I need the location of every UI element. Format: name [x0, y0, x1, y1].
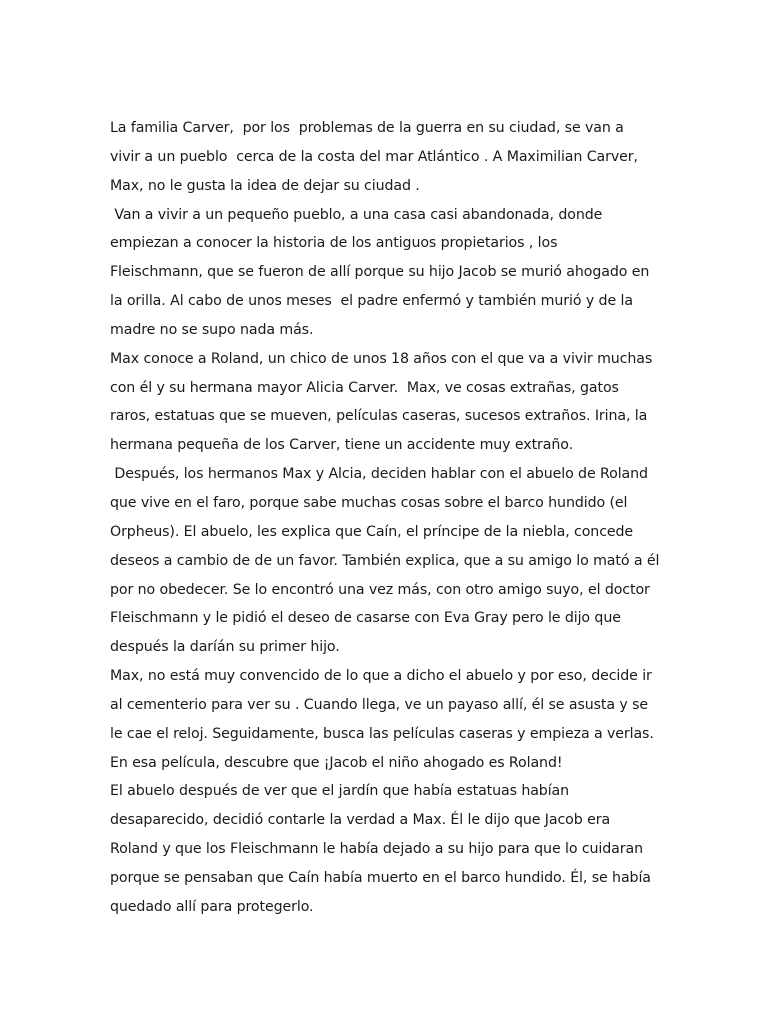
text-line: deseos a cambio de de un favor. También explica, que a su amigo lo mató a él: [110, 552, 660, 569]
text-line: empiezan a conocer la historia de los antiguos propietarios , los: [110, 235, 558, 252]
text-line: Max, no está muy convencido de lo que a dicho el abuelo y por eso, decide ir: [110, 668, 652, 685]
text-line: La familia Carver, por los problemas de la guerra en su ciudad, se van a: [110, 120, 624, 136]
text-line: le cae el reloj. Seguidamente, busca las películas caseras y empieza a verlas.: [110, 725, 654, 742]
text-line: madre no se supo nada más.: [110, 321, 314, 338]
text-line: por no obedecer. Se lo encontró una vez más, con otro amigo suyo, el doctor: [110, 581, 650, 598]
document-body: [110, 114, 670, 922]
text-line: vivir a un pueblo cerca de la costa del mar Atlántico . A Maximilian Carver,: [110, 148, 638, 165]
text-line: Van a vivir a un pequeño pueblo, a una casa casi abandonada, donde: [110, 206, 603, 223]
text-line: con él y su hermana mayor Alicia Carver. Max, ve cosas extrañas, gatos: [110, 379, 619, 396]
text-line: Max conoce a Roland, un chico de unos 18 años con el que va a vivir muchas: [110, 350, 653, 367]
text-line: quedado allí para protegerlo.: [110, 898, 314, 915]
text-line: desaparecido, decidió contarle la verdad a Max. Él le dijo que Jacob era: [110, 812, 611, 829]
text-line: Fleischmann, que se fueron de allí porque su hijo Jacob se murió ahogado en: [110, 264, 650, 281]
text-line: la orilla. Al cabo de unos meses el padre enfermó y también murió y de la: [110, 293, 633, 310]
text-line: raros, estatuas que se mueven, películas caseras, sucesos extraños. Irina, la: [110, 408, 648, 425]
text-line: Fleischmann y le pidió el deseo de casarse con Eva Gray pero le dijo que: [110, 610, 621, 627]
text-line: Después, los hermanos Max y Alcia, deciden hablar con el abuelo de Roland: [110, 466, 648, 483]
text-line: que vive en el faro, porque sabe muchas cosas sobre el barco hundido (el: [110, 494, 628, 511]
text-line: Roland y que los Fleischmann le había dejado a su hijo para que lo cuidaran: [110, 841, 643, 858]
text-line: hermana pequeña de los Carver, tiene un accidente muy extraño.: [110, 437, 573, 454]
text-line: después la daríán su primer hijo.: [110, 639, 340, 656]
text-line: En esa película, descubre que ¡Jacob el niño ahogado es Roland!: [110, 754, 563, 771]
text-line: Orpheus). El abuelo, les explica que Caín, el príncipe de la niebla, concede: [110, 523, 634, 540]
text-line: Max, no le gusta la idea de dejar su ciudad .: [110, 177, 420, 194]
text-line: El abuelo después de ver que el jardín que había estatuas habían: [110, 783, 570, 800]
text-line: al cementerio para ver su . Cuando llega, ve un payaso allí, él se asusta y se: [110, 696, 649, 713]
text-line: porque se pensaban que Caín había muerto en el barco hundido. Él, se había: [110, 869, 651, 886]
